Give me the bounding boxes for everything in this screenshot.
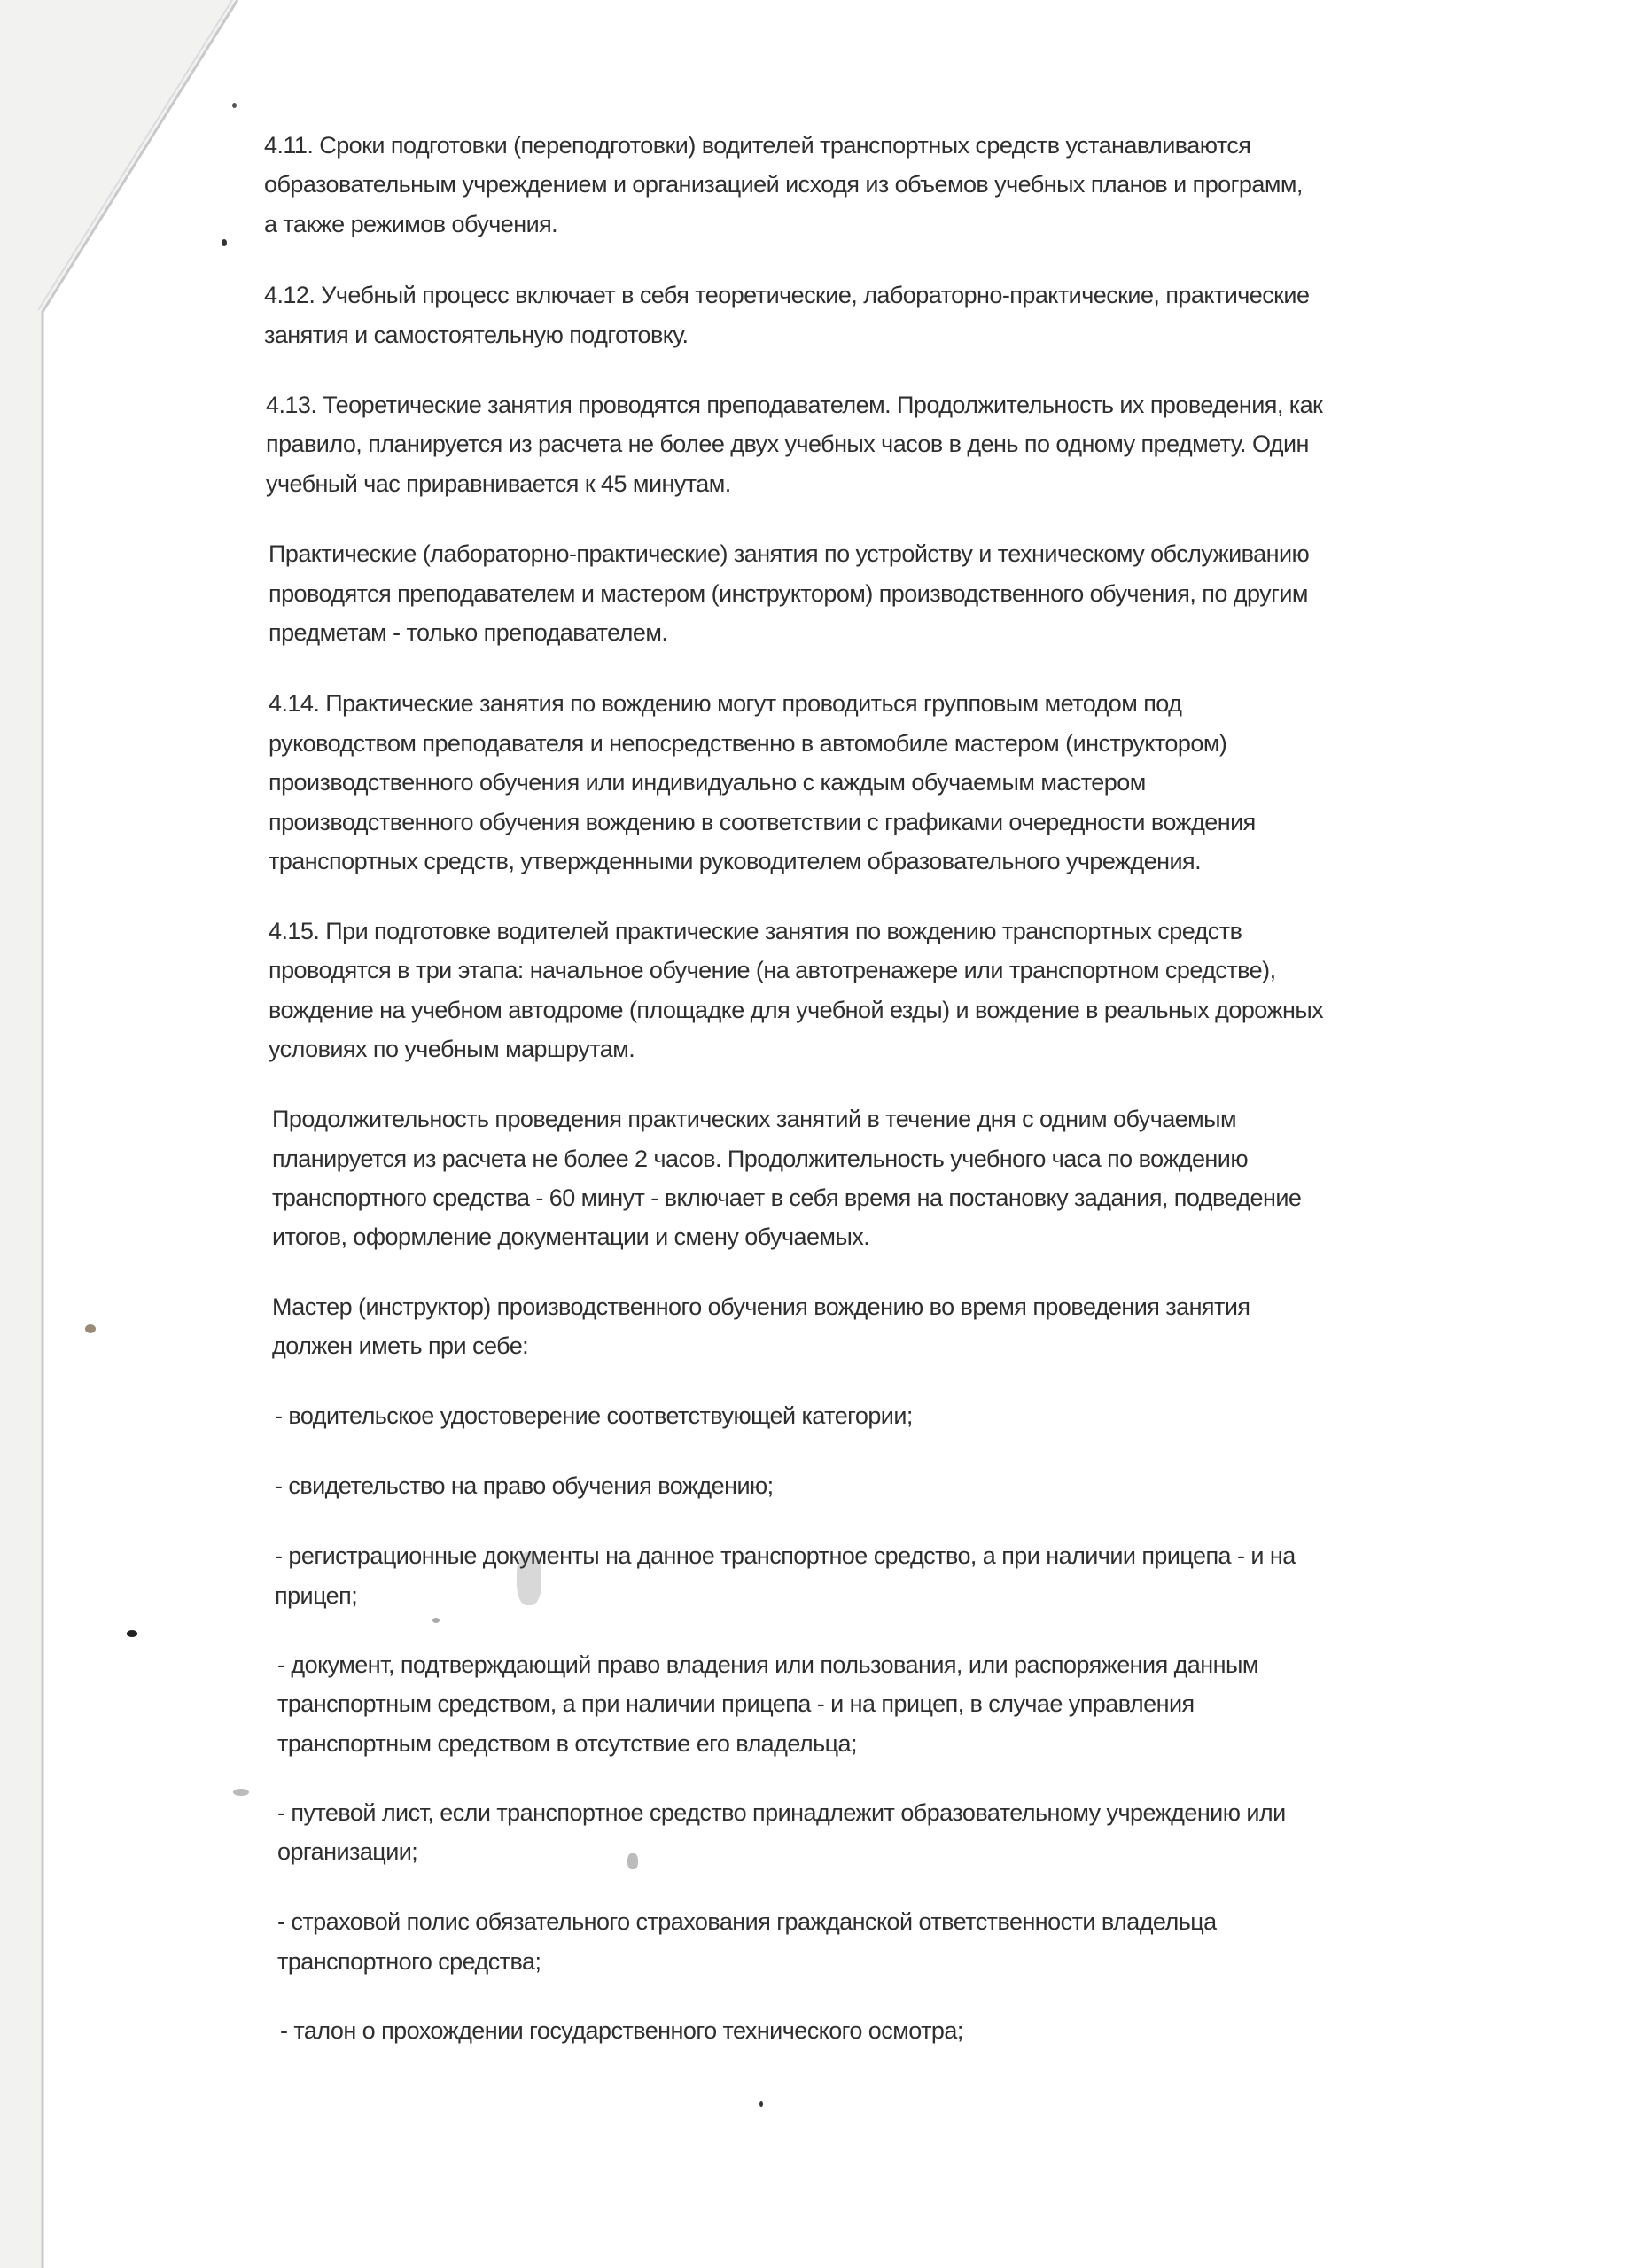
text-line: - документ, подтверждающий право владения или пользования, или распоряжения данным (277, 1651, 1258, 1678)
text-line: транспортным средством, а при наличии прицепа - и на прицеп, в случае управления (277, 1690, 1195, 1717)
text-line: Продолжительность проведения практических занятий в течение дня с одним обучаемым (272, 1106, 1237, 1132)
text-line: занятия и самостоятельную подготовку. (264, 322, 689, 348)
scan-speck (233, 1789, 249, 1796)
text-line: правило, планируется из расчета не более двух учебных часов в день по одному предмету. Один (266, 431, 1309, 457)
text-line: - водительское удостоверение соответствующей категории; (275, 1402, 913, 1429)
text-line: - талон о прохождении государственного технического осмотра; (280, 2017, 963, 2044)
folded-corner-flap (0, 0, 237, 2268)
text-line: планируется из расчета не более 2 часов. Продолжительность учебного часа по вождению (272, 1146, 1249, 1172)
scan-speck (759, 2101, 763, 2107)
fold-edge-line (43, 0, 237, 2268)
scan-speck (85, 1324, 96, 1333)
text-line: 4.14. Практические занятия по вождению могут проводиться групповым методом под (269, 690, 1182, 717)
text-line: учебный час приравнивается к 45 минутам. (266, 470, 731, 497)
text-line: - свидетельство на право обучения вождению; (275, 1472, 774, 1499)
scan-speck (432, 1618, 440, 1623)
text-line: производственного обучения или индивидуально с каждым обучаемым мастером (269, 769, 1146, 796)
text-line: должен иметь при себе: (272, 1332, 529, 1359)
scan-speck (627, 1853, 638, 1869)
text-line: руководством преподавателя и непосредственно в автомобиле мастером (инструктором) (269, 730, 1227, 757)
text-line: транспортного средства - 60 минут - включает в себя время на постановку задания, подведение (272, 1184, 1302, 1211)
text-line: условиях по учебным маршрутам. (269, 1036, 635, 1062)
text-line: транспортного средства; (277, 1948, 541, 1975)
text-line: прицеп; (275, 1582, 358, 1609)
text-line: итогов, оформление документации и смену обучаемых. (272, 1223, 870, 1250)
scan-speck (222, 239, 227, 246)
text-line: а также режимов обучения. (264, 211, 558, 237)
text-line: вождение на учебном автодроме (площадке для учебной езды) и вождение в реальных дорожных (269, 997, 1324, 1023)
text-line: предметам - только преподавателем. (269, 619, 668, 646)
text-line: транспортным средством в отсутствие его владельца; (277, 1730, 857, 1757)
text-line: транспортных средств, утвержденными руководителем образовательного учреждения. (269, 848, 1202, 874)
text-line: - путевой лист, если транспортное средство принадлежит образовательному учреждению или (277, 1799, 1286, 1826)
text-line: проводятся преподавателем и мастером (инструктором) производственного обучения, по другим (269, 580, 1308, 607)
text-line: 4.13. Теоретические занятия проводятся преподавателем. Продолжительность их проведения, как (266, 392, 1323, 418)
text-line: производственного обучения вождению в соответствии с графиками очередности вождения (269, 809, 1256, 835)
text-line: образовательным учреждением и организацией исходя из объемов учебных планов и программ, (264, 171, 1303, 198)
scan-speck (127, 1630, 137, 1637)
text-line: 4.15. При подготовке водителей практические занятия по вождению транспортных средств (269, 918, 1242, 944)
scan-speck (232, 103, 237, 108)
text-line: - страховой полис обязательного страхования гражданской ответственности владельца (277, 1908, 1217, 1935)
text-line: Практические (лабораторно-практические) занятия по устройству и техническому обслуживанию (269, 540, 1310, 567)
text-line: - регистрационные документы на данное транспортное средство, а при наличии прицепа - и на (275, 1542, 1296, 1569)
text-line: 4.12. Учебный процесс включает в себя теоретические, лабораторно-практические, практические (264, 282, 1310, 308)
text-line: 4.11. Сроки подготовки (переподготовки) водителей транспортных средств устанавливаются (264, 132, 1251, 159)
text-line: Мастер (инструктор) производственного обучения вождению во время проведения занятия (272, 1293, 1250, 1320)
text-line: организации; (277, 1838, 418, 1865)
text-line: проводятся в три этапа: начальное обучение (на автотренажере или транспортном средстве), (269, 957, 1276, 983)
